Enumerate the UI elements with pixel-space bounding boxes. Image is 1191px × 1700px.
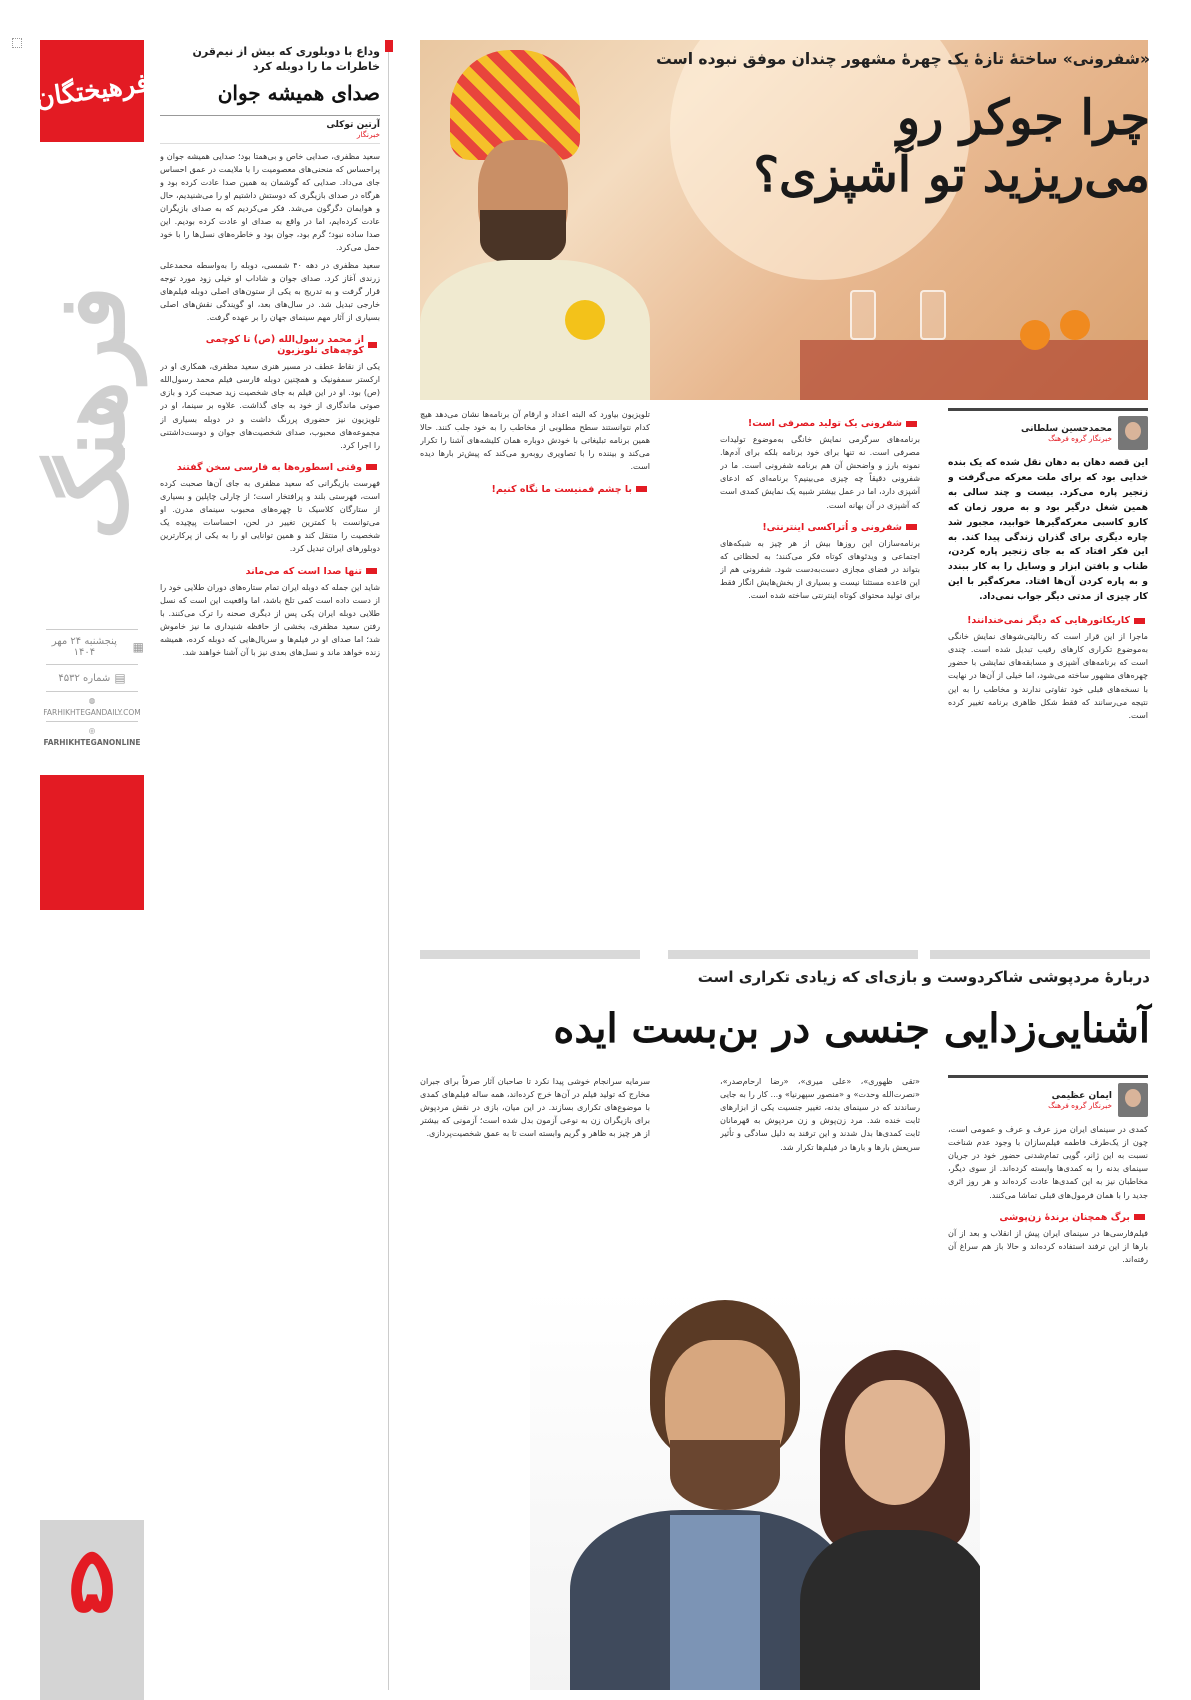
paragraph: «تقی ظهوری»، «علی میری»، «رضا ارحام‌صدر»، «نصرت‌الله وحدت» و «منصور سپهرنیا» و... کار را به جایی رساندند که در سینمای بدنه، تغییر جنسیت یکی از ابزارهای ثابت خنده شد. مرد زن‌پوش و زن مردپوش به قهرمانان ثابت کمدی‌ها بدل شدند و این ترفند به دلیل سادگی و تأثیر سریعش بارها و بارها در فیلم‌ها تکرار شد. [720,1076,920,1152]
subheading: وقتی اسطوره‌ها به فارسی سخن گفتند [160,462,380,473]
paragraph: سعید مظفری در دهه ۴۰ شمسی، دوبله را به‌واسطه محمدعلی زرندی آغاز کرد. صدای جوان و شاداب او خیلی زود مورد توجه قرار گرفت و به تدریج به یکی از ستون‌های اصلی دوبله فیلم‌های خارجی تبدیل شد. در سال‌های بعد، او گویندگی نقش‌های اصلی بسیاری از آثار مهم سینمای جهان را بر عهده گرفت. [160,259,380,322]
paragraph: برنامه‌سازان این روزها بیش از هر چیز به شبکه‌های اجتماعی و ویدئوهای کوتاه فکر می‌کنند؛ به لحظاتی که بتواند در فضای مجازی دست‌به‌دست شود. شفرونی هم از این قاعده مستثنا نیست و بسیاری از بخش‌هایش انگار فقط برای تولید محتوای کوتاه اینترنتی ساخته شده است. [720,537,920,601]
social-handle: FARHIKHTEGANONLINE [43,738,141,747]
paragraph: سعید مظفری، صدایی خاص و بی‌همتا بود؛ صدایی همیشه جوان و پراحساس که منحنی‌های معصومیت را با ملایمت در عمق احساس جای می‌داد. صدایی که گوشمان به همین صدا عادت کرده بود و هرگاه در صدای بازیگری که دوستش داشتیم او را می‌شنیدیم، حال و هوایمان دگرگون می‌شد. فکر می‌کردیم که به صدای بازیگران عادت کرده‌ایم، اما در واقع به صدای او عادت کرده بودیم. این صدا ساده نبود؛ گرم بود، جوان بود و خاطره‌های نسل‌ها را با خود حمل می‌کرد. [160,150,380,253]
subheading: کاریکاتورهایی که دیگر نمی‌خندانند! [948,615,1148,626]
paragraph: برنامه‌های سرگرمی نمایش خانگی به‌موضوع تولیدات مصرفی است. نه تنها برای خود برنامه بلکه برای آدم‌ها. نمونه بارز و واضحش آن هم برنامه شفرونی است. ما در شفرونی دقیقاً چه چیزی می‌بینیم؟ برنامه‌ای که ادعای آشپزی دارد، اما در عمل بیشتر شبیه یک نمایش کمدی است که آشپزی در آن بهانه است. [720,434,920,510]
paragraph: شاید این جمله که دوبله ایران تمام ستاره‌های دوران طلایی خود را از دست داده است کمی تلخ باشد، اما واقعیت این است که نسل طلایی دوبله ایران یکی پس از دیگری صحنه را ترک می‌کنند. با رفتن سعید مظفری، بخشی از حافظه شنیداری ما نیز خاموش شد؛ اما صدای او در فیلم‌ها و سریال‌هایی که دوبله کرده، همیشه زنده خواهد ماند و نسل‌های بعدی نیز با آن آشنا خواهند شد. [160,581,380,658]
top-article-column-3 [420,408,650,943]
date-row: ▦ پنجشنبه ۲۴ مهر ۱۴۰۴ [51,636,144,658]
logo-text: فرهیختگان [33,68,151,114]
top-article-byline: محمدحسین سلطانی خبرنگار گروه فرهنگ [948,408,1148,450]
bottom-article-column-2 [720,1075,920,1285]
bottom-article-byline: ایمان عظیمی خبرنگار گروه فرهنگ [948,1075,1148,1117]
bottom-article-kicker: دربارهٔ مرد‌پوشی شاکردوست و بازی‌ای که زیادی تکراری است [697,968,1150,986]
paragraph: تلویزیون بیاورد که البته اعداد و ارقام آن برنامه‌ها نشان می‌دهد هیچ کدام نتوانستند سطح مطلوبی از مخاطب را به خود جلب کنند. حالا همین برنامه تبلیغاتی با خودش دوباره همان کلیشه‌های آشنا را تکرار می‌کند و بیننده را با تصاویری روبه‌رو می‌کند که پیش‌تر بارها دیده است. [420,409,650,472]
issue-info [40,625,144,750]
subheading: با چشم فمنیست ما نگاه کنیم! [420,484,650,495]
social-icon: ◎ [88,726,96,735]
section-label: فرهنگ [37,286,146,540]
subheading: برگ همچنان برندهٔ زن‌پوشی [948,1212,1148,1223]
bottom-article-column-3 [420,1075,650,1285]
bottom-article-photo [530,1290,980,1690]
author-avatar [1118,1083,1148,1117]
website-text: FARHIKHTEGANDAILY.COM [43,708,141,717]
top-article-column-2 [720,408,920,943]
top-article-title: چرا جوکر رو می‌ریزید تو آشپزی؟ [753,90,1150,203]
paragraph: ماجرا از این قرار است که رنالیتی‌شوهای نمایش خانگی به‌موضوع تکراری کارهای رقیب تبدیل شده است. چندی است که برنامه‌های آشپزی و مسابقه‌های نمایشی با حضور چهره‌های مشهور ساخته می‌شود، اما خیلی از آن‌ها در نهایت با نسخه‌های قبلی خود تفاوتی ندارند و مخاطب را به این نتیجه می‌رسانند که فقط شکل ظاهری برنامه تغییر کرده است. [948,631,1148,720]
issue-row: ▤ شماره ۴۵۳۲ [58,671,126,685]
page-margin [0,0,36,1700]
paragraph: فیلم‌فارسی‌ها در سینمای ایران پیش از انقلاب و بعد از آن بارها از این ترفند استفاده کرده‌اند و حالا باز هم سراغ آن رفته‌اند. [948,1227,1148,1264]
subheading: شفرونی یک تولید مصرفی است! [720,418,920,429]
side-article [160,45,380,1685]
paragraph: سرمایه سرانجام خوشی پیدا نکرد تا صاحبان آثار صرفاً برای جبران مخارج که تولید فیلم در آن‌ها خرج کرده‌اند، همه ساله فیلم‌های کمدی با موضوع‌های تکراری بسازند. در این میان، بازی در نقش مردپوش برای بازیگران زن به نوعی آزمون بدل شده است؛ آزمونی که بیشتر از هر چیز به ظاهر و گریم وابسته است تا به عمق شخصیت‌پردازی. [420,1076,650,1139]
top-article-column-1 [948,408,1148,943]
side-article-title: صدای همیشه جوان [217,80,380,105]
document-icon: ▤ [114,671,126,685]
paragraph: کمدی در سینمای ایران مرز عرف و عرف و عمومی است، چون از یک‌طرف فاطمه فیلم‌سازان با وجود عدم شناخت نسبت به این ژانر، گویی تمام‌شدنی حضور خود در جریان سینمای بدنه را به کمدی‌ها وابسته کرده‌اند. از سوی دیگر، مخاطبان نیز به این کمدی‌ها عادت کرده‌اند و هر روز اثری جدید را با همان فرمول‌های قبلی تماشا می‌کنند. [948,1124,1148,1200]
side-article-byline: آرتین توکلی خبرنگار [160,115,380,144]
author-avatar [1118,416,1148,450]
subheading: از محمد رسول‌الله (ص) تا کوچمی کوچه‌های تلویزیون [160,334,380,356]
decorative-red-block [40,775,144,910]
top-article-kicker: «شفرونی» ساختهٔ تازهٔ یک چهرهٔ مشهور چندان موفق نبوده است [656,50,1150,68]
paragraph: فهرست بازیگرانی که سعید مظفری به جای آن‌ها صحبت کرده است، فهرستی بلند و پرافتخار است؛ از چارلی چاپلین و بسیاری از ستارگان کلاسیک تا چهره‌های محبوب سینمای مدرن. او می‌توانست با کمترین تغییر در لحن، احساسات پیچیده یک شخصیت را منتقل کند و همین توانایی او را به یکی از پرکارترین دوبلورهای ایران تبدیل کرد. [160,477,380,554]
paragraph: یکی از نقاط عطف در مسیر هنری سعید مظفری، همکاری او در ارکستر سمفونیک و همچنین دوبله فارسی فیلم محمد رسول‌الله (ص) بود. او در این فیلم به جای شخصیت زید صحبت کرد و بازی صوتی ماندگاری از خود به جای گذاشت. علاوه بر سینما، او در تلویزیون نیز حضوری پررنگ داشت و در دوبله بسیاری از مجموعه‌های محبوب، صدای شخصیت‌های جوان و دوست‌داشتنی را اجرا کرد. [160,361,380,450]
divider [930,950,1150,959]
globe-icon: ◍ [88,696,96,705]
subheading: تنها صدا است که می‌ماند [160,566,380,577]
divider [420,950,640,959]
bottom-article-title: آشنایی‌زدایی جنسی در بن‌بست ایده [553,1005,1150,1052]
page-number: ۵ [67,1527,117,1633]
newspaper-logo [33,40,151,142]
calendar-icon: ▦ [132,640,144,654]
registration-mark [12,38,22,48]
brand-column [33,0,151,1700]
lead-paragraph: این قصه دهان به دهان نقل شده که یک بنده خدایی بود که برای ملت معرکه می‌گرفت و زنجیر پاره می‌کرد. بیست و چند سالی به همین شغل درگیر بود و به مرور زمان که کارو کاسبی معرکه‌گیرها خوابید، مجبور شد چاره دیگری برای گذران زندگی پیدا کند. به این فکر افتاد که به جای زنجیر پاره کردن، طناب و بافتن ابزار و وسایل را به کار ببندد و به پاره کردن آن‌ها افتاد. معرکه‌گیر با این کار چیزی از مدتی دیگر جواب نمی‌داد. [948,457,1148,603]
subheading: شفرونی و اُتراکسی اینترنتی! [720,522,920,533]
column-divider [388,40,394,1690]
divider [668,950,918,959]
side-article-kicker: وداع با دوبلوری که بیش از نیم‌قرن خاطرات ما را دوبله کرد [192,45,380,73]
